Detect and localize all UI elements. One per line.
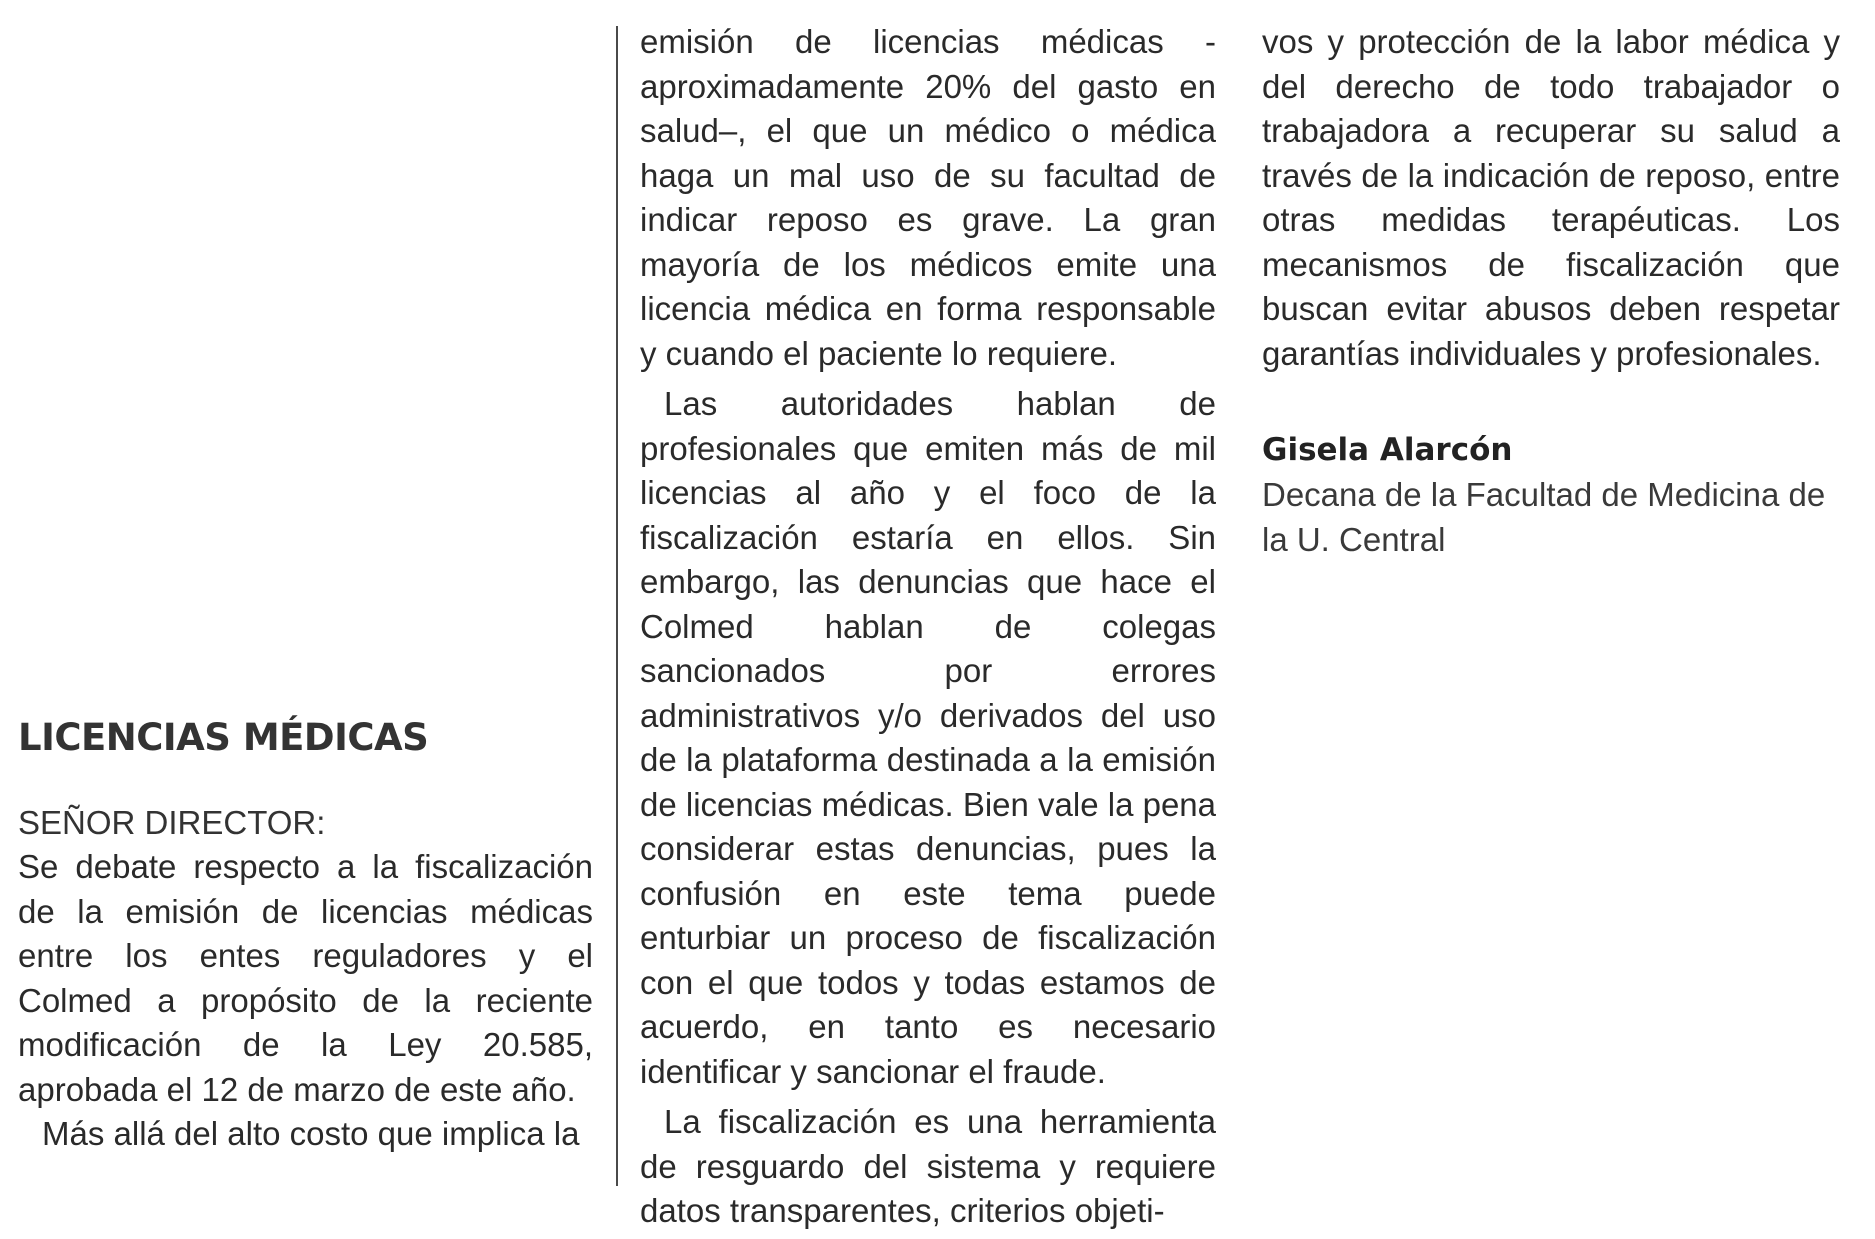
headline: LICENCIAS MÉDICAS <box>18 716 429 759</box>
column-two <box>640 20 1216 1234</box>
author-title: Decana de la Facultad de Medicina de la U. Central <box>1262 476 1826 558</box>
author-name: Gisela Alarcón <box>1262 432 1513 468</box>
paragraph-4-start: La fiscalización es una herramienta de resguardo del sistema y requiere datos transparentes, criterios objeti- <box>640 1103 1216 1229</box>
paragraph-3: Las autoridades hablan de profesionales que emiten más de mil licencias al año y el foco de la fiscalización estaría en ellos. Sin embargo, las denuncias que hace el Colmed hablan de colegas sancionados por errores administrativos y/o derivados del uso de la plataforma destinada a la emisión de licencias médicas. Bien vale la pena considerar estas denuncias, pues la confusión en este tema puede enturbiar un proceso de fiscalización con el que todos y todas estamos de acuerdo, en tanto es necesario identificar y sancionar el fraude. <box>640 385 1217 1090</box>
paragraph-1: Se debate respecto a la fiscalización de la emisión de licencias médicas entre los entes reguladores y el Colmed a propósito de la reciente modificación de la Ley 20.585, aprobada el 12 de marzo de este año. <box>18 848 593 1108</box>
paragraph-2-start: Más allá del alto costo que implica la <box>42 1115 580 1153</box>
column-divider <box>616 26 618 1186</box>
column-three <box>1262 20 1840 562</box>
salutation: SEÑOR DIRECTOR: <box>18 803 326 841</box>
paragraph-4-continued: vos y protección de la labor médica y del derecho de todo trabajador o trabajadora a recuperar su salud a través de la indicación de reposo, entre otras medidas terapéuticas. Los mecanismos de fiscalización que buscan evitar abusos deben respetar garantías individuales y profesionales. <box>1262 23 1840 372</box>
column-one <box>18 718 593 1157</box>
paragraph-2-continued: emisión de licencias médicas -aproximadamente 20% del gasto en salud–, el que un médico o médica haga un mal uso de su facultad de indicar reposo es grave. La gran mayoría de los médicos emite una licencia médica en forma responsable y cuando el paciente lo requiere. <box>640 23 1216 372</box>
